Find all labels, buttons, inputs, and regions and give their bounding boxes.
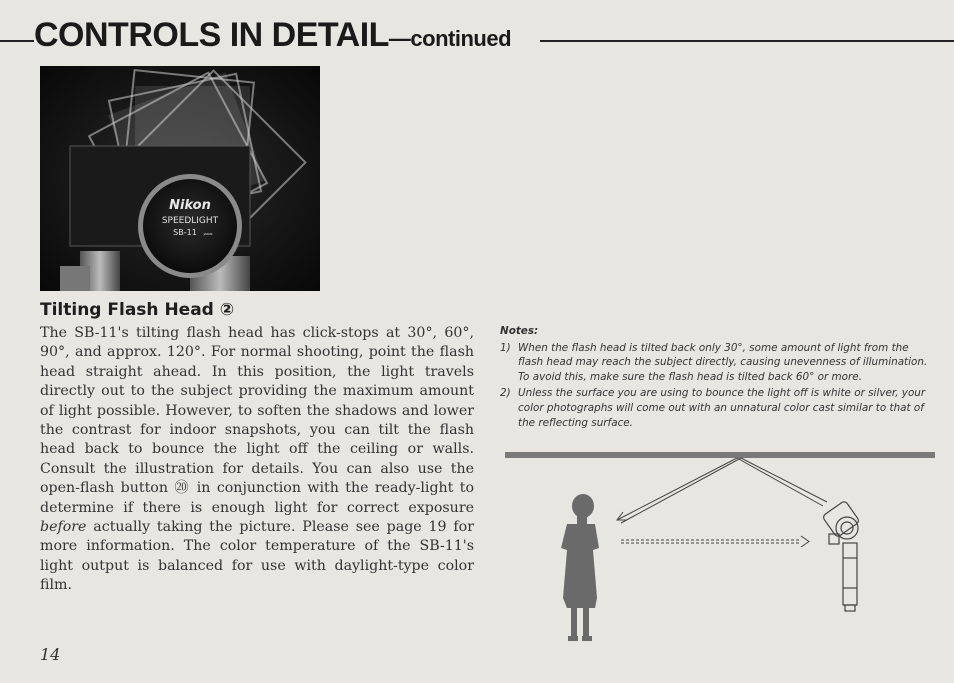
direct-light-arrowhead — [801, 536, 809, 547]
bounce-flash-diagram — [505, 448, 935, 653]
note-item — [500, 386, 936, 430]
note-text: Unless the surface you are using to bounce the light off is white or silver, your color photographs will come out with an unnatural color cast similar to that of the reflecting surface. — [518, 387, 926, 429]
bounce-rays — [617, 458, 827, 523]
body-text-part2: actually taking the picture. Please see page 19 for more information. The color temperature of the SB-11's light output is balanced for use with daylight-type color film. — [40, 519, 474, 594]
header-rule-left — [0, 40, 34, 42]
flash-photo-illustration — [40, 66, 320, 291]
page-header — [0, 14, 954, 58]
body-text-emphasis: before — [40, 519, 87, 536]
flash-photo — [40, 66, 320, 291]
page-title — [34, 16, 511, 55]
notes-block — [500, 324, 936, 432]
photo-model-line2: SB-11 — [173, 228, 197, 237]
note-number: 2) — [500, 387, 511, 400]
header-rule-right — [540, 40, 954, 42]
note-item — [500, 341, 936, 385]
note-text: When the flash head is tilted back only 30°, some amount of light from the flash head may reach the subject directly, causing unevenness of illumination. To avoid this, make sure the flash head is tilted back 60° or more. — [518, 341, 928, 383]
bounce-diagram-svg — [505, 448, 935, 653]
subject-silhouette — [561, 494, 599, 641]
section-body — [40, 324, 474, 596]
photo-model-line1: SPEEDLIGHT — [161, 216, 219, 226]
body-text-part1: The SB-11's tilting flash head has click-stops at 30°, 60°, 90°, and approx. 120°. For normal shooting, point the flash head straight ahead. In this position, the light travels directly out to the subject providing the maximum amount of light possible. However, to soften the shadows and lower the contrast for indoor snapshots, you can tilt the flash head back to bounce the light off the ceiling or walls. Consult the illustration for details. You can also use the open-flash button ⑳ in conjunction with the ready-light to determine if there is enough light for correct exposure — [40, 325, 474, 516]
photo-model-suffix: JAPAN — [203, 232, 213, 236]
flash-unit-sketch — [822, 500, 860, 611]
notes-title: Notes: — [500, 325, 539, 337]
section-heading: Tilting Flash Head ② — [40, 300, 235, 320]
ceiling-bar — [505, 452, 935, 458]
note-number: 1) — [500, 341, 511, 354]
photo-brand-label: Nikon — [169, 198, 211, 213]
title-main: CONTROLS IN DETAIL — [34, 16, 389, 54]
page-number: 14 — [40, 645, 61, 664]
title-continued: —continued — [388, 26, 512, 51]
